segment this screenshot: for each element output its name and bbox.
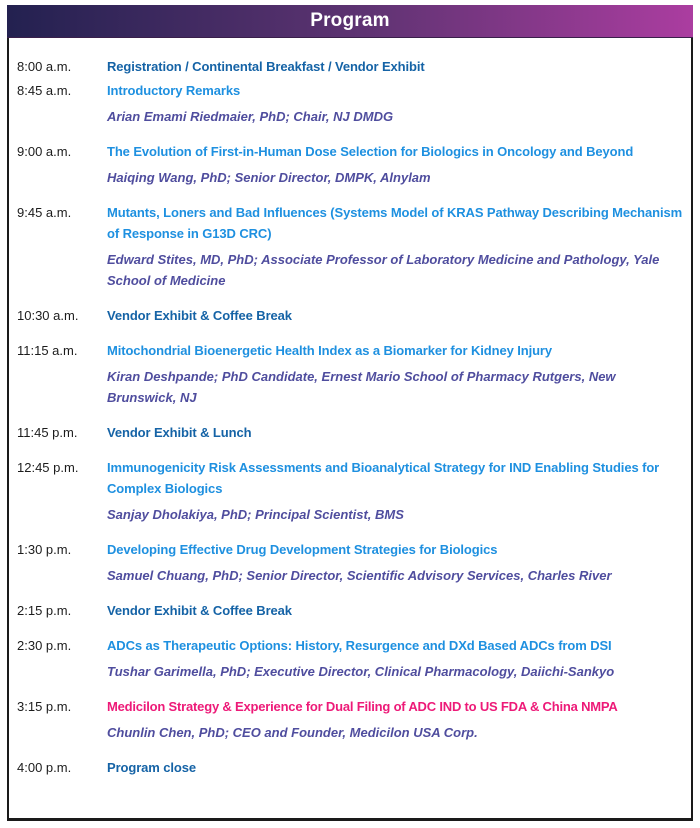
entry-time: 11:45 p.m. bbox=[17, 425, 78, 440]
entry-speaker: Chunlin Chen, PhD; CEO and Founder, Medicilon USA Corp. bbox=[107, 725, 478, 740]
schedule-entry bbox=[17, 600, 689, 621]
entry-time: 3:15 p.m. bbox=[17, 699, 72, 714]
entry-content bbox=[107, 80, 689, 127]
entry-content bbox=[107, 340, 689, 408]
entry-title: Introductory Remarks bbox=[107, 83, 241, 98]
entry-time: 4:00 p.m. bbox=[17, 760, 72, 775]
entry-time: 1:30 p.m. bbox=[17, 542, 72, 557]
program-header bbox=[7, 5, 693, 38]
schedule-entry bbox=[17, 635, 689, 682]
entry-content bbox=[107, 696, 689, 743]
entry-title: Registration / Continental Breakfast / Vendor Exhibit bbox=[107, 59, 425, 74]
entry-title: Mutants, Loners and Bad Influences (Systems Model of KRAS Pathway Describing Mechanism of Response in G13D CRC) bbox=[107, 205, 683, 241]
entry-time: 11:15 a.m. bbox=[17, 343, 78, 358]
schedule-entry bbox=[17, 141, 689, 188]
schedule-entry bbox=[17, 457, 689, 525]
entry-content bbox=[107, 539, 689, 586]
schedule-entry bbox=[17, 757, 689, 778]
entry-speaker: Haiqing Wang, PhD; Senior Director, DMPK, Alnylam bbox=[107, 170, 431, 185]
entry-title: Medicilon Strategy & Experience for Dual Filing of ADC IND to US FDA & China NMPA bbox=[107, 699, 618, 714]
entry-content bbox=[107, 422, 689, 443]
entry-title: Program close bbox=[107, 760, 197, 775]
schedule-entry bbox=[17, 696, 689, 743]
entry-time: 9:45 a.m. bbox=[17, 205, 72, 220]
entry-time: 8:00 a.m. bbox=[17, 59, 72, 74]
entry-content bbox=[107, 202, 689, 291]
entry-time: 10:30 a.m. bbox=[17, 308, 79, 323]
entry-speaker: Tushar Garimella, PhD; Executive Director, Clinical Pharmacology, Daiichi-Sankyo bbox=[107, 664, 615, 679]
entry-content bbox=[107, 757, 689, 778]
entry-speaker: Sanjay Dholakiya, PhD; Principal Scientist, BMS bbox=[107, 507, 404, 522]
entry-title: Vendor Exhibit & Lunch bbox=[107, 425, 252, 440]
entry-content bbox=[107, 141, 689, 188]
entry-content bbox=[107, 457, 689, 525]
entry-title: Mitochondrial Bioenergetic Health Index as a Biomarker for Kidney Injury bbox=[107, 343, 553, 358]
entry-speaker: Arian Emami Riedmaier, PhD; Chair, NJ DMDG bbox=[107, 109, 394, 124]
entry-speaker: Kiran Deshpande; PhD Candidate, Ernest Mario School of Pharmacy Rutgers, New Brunswick, NJ bbox=[107, 369, 616, 405]
entry-time: 2:30 p.m. bbox=[17, 638, 72, 653]
schedule-entry bbox=[17, 305, 689, 326]
schedule-entry bbox=[17, 539, 689, 586]
page-title: Program bbox=[310, 10, 390, 31]
entry-content bbox=[107, 56, 689, 77]
schedule-entry bbox=[17, 202, 689, 291]
schedule-entry bbox=[17, 422, 689, 443]
entry-time: 9:00 a.m. bbox=[17, 144, 72, 159]
entry-content bbox=[107, 600, 689, 621]
entry-title: Immunogenicity Risk Assessments and Bioanalytical Strategy for IND Enabling Studies for Complex Biologics bbox=[107, 460, 660, 496]
entry-title: Developing Effective Drug Development Strategies for Biologics bbox=[107, 542, 498, 557]
entry-time: 12:45 p.m. bbox=[17, 460, 79, 475]
schedule-entry bbox=[17, 56, 689, 77]
entry-title: Vendor Exhibit & Coffee Break bbox=[107, 603, 292, 618]
entry-content bbox=[107, 635, 689, 682]
entry-speaker: Samuel Chuang, PhD; Senior Director, Scientific Advisory Services, Charles River bbox=[107, 568, 612, 583]
schedule-entry bbox=[17, 340, 689, 408]
entry-speaker: Edward Stites, MD, PhD; Associate Professor of Laboratory Medicine and Pathology, Yale School of Medicine bbox=[107, 252, 660, 288]
entry-title: The Evolution of First-in-Human Dose Selection for Biologics in Oncology and Beyond bbox=[107, 144, 634, 159]
entry-time: 8:45 a.m. bbox=[17, 83, 72, 98]
entry-content bbox=[107, 305, 689, 326]
entry-title: Vendor Exhibit & Coffee Break bbox=[107, 308, 292, 323]
entry-title: ADCs as Therapeutic Options: History, Resurgence and DXd Based ADCs from DSI bbox=[107, 638, 612, 653]
schedule-box bbox=[7, 38, 693, 821]
schedule-list bbox=[17, 56, 689, 778]
schedule-entry bbox=[17, 80, 689, 127]
entry-time: 2:15 p.m. bbox=[17, 603, 72, 618]
